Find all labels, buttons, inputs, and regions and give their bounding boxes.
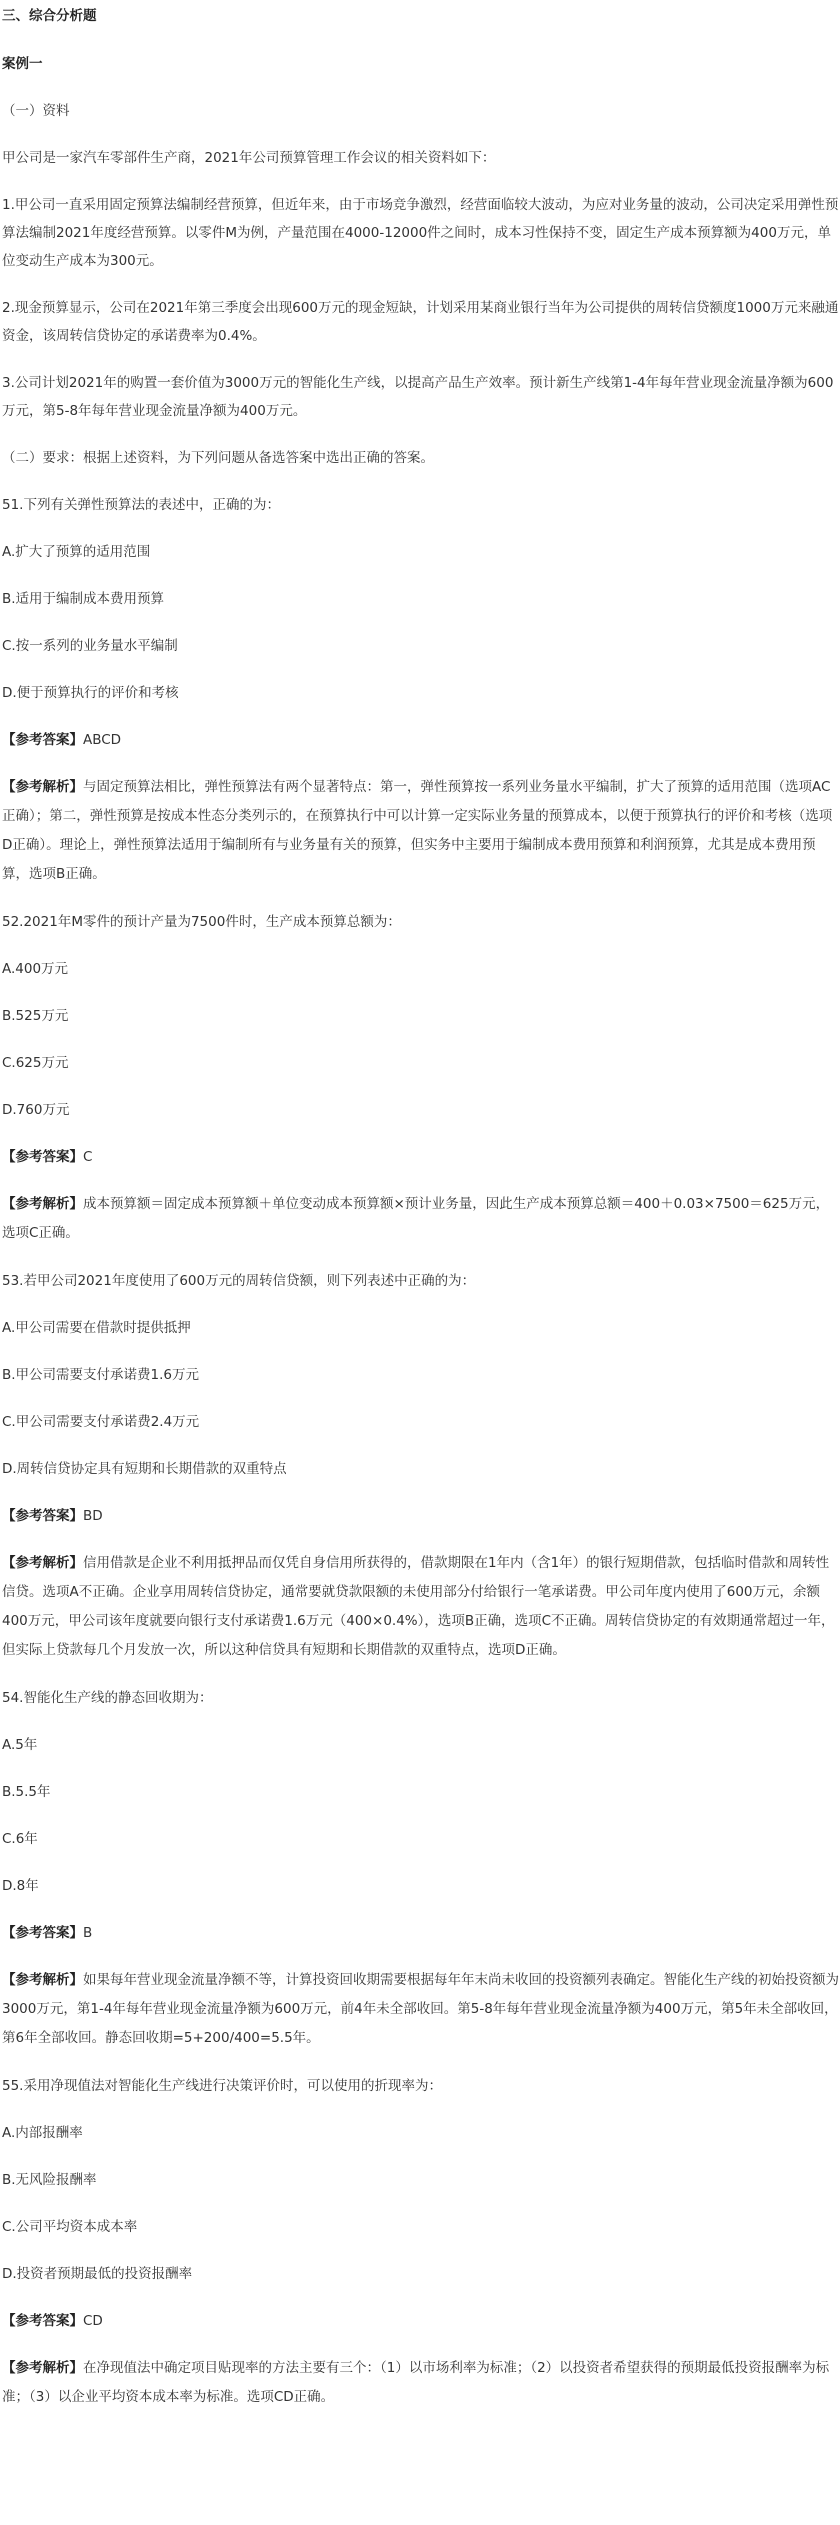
answer-tag: 【参考答案】 bbox=[2, 732, 83, 748]
option-a: A.400万元 bbox=[2, 961, 69, 977]
material-paragraph-3: 3.公司计划2021年的购置一套价值为3000万元的智能化生产线，以提高产品生产效率。预计新生产线第1-4年每年营业现金流量净额为600万元，第5-8年每年营业现金流量净额为400万元。 bbox=[2, 375, 834, 419]
analysis-text: 在净现值法中确定项目贴现率的方法主要有三个：（1）以市场利率为标准；（2）以投资者希望获得的预期最低投资报酬率为标准；（3）以企业平均资本成本率为标准。选项CD正确。 bbox=[2, 2360, 830, 2405]
option-b: B.5.5年 bbox=[2, 1784, 51, 1800]
answer-line bbox=[2, 726, 840, 754]
analysis-tag: 【参考解析】 bbox=[2, 779, 83, 795]
analysis-text: 与固定预算法相比，弹性预算法有两个显著特点：第一，弹性预算按一系列业务量水平编制，扩大了预算的适用范围（选项AC正确）；第二，弹性预算是按成本性态分类列示的，在预算执行中可以计算一定实际业务量的预算成本，以便于预算执行的评价和考核（选项D正确）。理论上，弹性预算法适用于编制所有与业务量有关的预算，但实务中主要用于编制成本费用预算和利润预算，尤其是成本费用预算，选项B正确。 bbox=[2, 779, 833, 882]
section-title: 三、综合分析题 bbox=[2, 8, 97, 24]
analysis-paragraph bbox=[2, 1966, 840, 2053]
option-c: C.公司平均资本成本率 bbox=[2, 2219, 138, 2235]
option-c: C.6年 bbox=[2, 1831, 38, 1847]
question-block bbox=[2, 2072, 840, 2412]
answer-tag: 【参考答案】 bbox=[2, 1508, 83, 1524]
question-block bbox=[2, 908, 840, 1248]
option-c: C.按一系列的业务量水平编制 bbox=[2, 638, 178, 654]
analysis-paragraph bbox=[2, 1549, 840, 1665]
question-stem: 51.下列有关弹性预算法的表述中，正确的为： bbox=[2, 497, 280, 513]
question-block bbox=[2, 1684, 840, 2053]
option-d: D.便于预算执行的评价和考核 bbox=[2, 685, 179, 701]
answer-line bbox=[2, 1502, 840, 1530]
question-stem: 55.采用净现值法对智能化生产线进行决策评价时，可以使用的折现率为： bbox=[2, 2078, 442, 2094]
answer-value: BD bbox=[83, 1508, 103, 1524]
analysis-text: 如果每年营业现金流量净额不等，计算投资回收期需要根据每年年末尚未收回的投资额列表确定。智能化生产线的初始投资额为3000万元，第1-4年每年营业现金流量净额为600万元，前4年未全部收回。第5-8年每年营业现金流量净额为400万元，第5年未全部收回，第6年全部收回。静态回收期=5+200/400=5.5年。 bbox=[2, 1972, 839, 2046]
answer-line bbox=[2, 1143, 840, 1171]
option-b: B.525万元 bbox=[2, 1008, 69, 1024]
option-a: A.内部报酬率 bbox=[2, 2125, 83, 2141]
option-d: D.投资者预期最低的投资报酬率 bbox=[2, 2266, 193, 2282]
material-paragraph-1: 1.甲公司一直采用固定预算法编制经营预算，但近年来，由于市场竞争激烈，经营面临较大波动，为应对业务量的波动，公司决定采用弹性预算法编制2021年度经营预算。以零件M为例，产量范围在4000-12000件之间时，成本习性保持不变，固定生产成本预算额为400万元，单位变动生产成本为300元。 bbox=[2, 197, 839, 269]
question-stem: 52.2021年M零件的预计产量为7500件时，生产成本预算总额为： bbox=[2, 914, 401, 930]
answer-tag: 【参考答案】 bbox=[2, 1925, 83, 1941]
materials-heading: （一）资料 bbox=[2, 103, 70, 119]
option-a: A.扩大了预算的适用范围 bbox=[2, 544, 151, 560]
case-title: 案例一 bbox=[2, 56, 43, 72]
analysis-text: 成本预算额＝固定成本预算额＋单位变动成本预算额×预计业务量，因此生产成本预算总额＝400＋0.03×7500＝625万元，选项C正确。 bbox=[2, 1196, 830, 1241]
option-d: D.周转信贷协定具有短期和长期借款的双重特点 bbox=[2, 1461, 287, 1477]
analysis-paragraph bbox=[2, 2354, 840, 2412]
option-c: C.625万元 bbox=[2, 1055, 69, 1071]
analysis-tag: 【参考解析】 bbox=[2, 1972, 83, 1988]
material-paragraph-2: 2.现金预算显示，公司在2021年第三季度会出现600万元的现金短缺，计划采用某商业银行当年为公司提供的周转信贷额度1000万元来融通资金，该周转信贷协定的承诺费率为0.4%。 bbox=[2, 300, 839, 344]
option-d: D.760万元 bbox=[2, 1102, 70, 1118]
answer-value: C bbox=[83, 1149, 93, 1165]
option-b: B.甲公司需要支付承诺费1.6万元 bbox=[2, 1367, 200, 1383]
question-block bbox=[2, 491, 840, 889]
analysis-paragraph bbox=[2, 1190, 840, 1248]
answer-value: CD bbox=[83, 2313, 103, 2329]
analysis-paragraph bbox=[2, 773, 840, 889]
answer-line bbox=[2, 1919, 840, 1947]
question-block bbox=[2, 1267, 840, 1665]
analysis-tag: 【参考解析】 bbox=[2, 1196, 83, 1212]
analysis-tag: 【参考解析】 bbox=[2, 2360, 83, 2376]
option-d: D.8年 bbox=[2, 1878, 39, 1894]
option-c: C.甲公司需要支付承诺费2.4万元 bbox=[2, 1414, 200, 1430]
requirement-paragraph: （二）要求：根据上述资料，为下列问题从备选答案中选出正确的答案。 bbox=[2, 450, 434, 466]
option-b: B.无风险报酬率 bbox=[2, 2172, 97, 2188]
question-stem: 53.若甲公司2021年度使用了600万元的周转信贷额，则下列表述中正确的为： bbox=[2, 1273, 476, 1289]
question-stem: 54.智能化生产线的静态回收期为： bbox=[2, 1690, 213, 1706]
answer-line bbox=[2, 2307, 840, 2335]
answer-tag: 【参考答案】 bbox=[2, 2313, 83, 2329]
analysis-tag: 【参考解析】 bbox=[2, 1555, 83, 1571]
answer-tag: 【参考答案】 bbox=[2, 1149, 83, 1165]
intro-paragraph: 甲公司是一家汽车零部件生产商，2021年公司预算管理工作会议的相关资料如下： bbox=[2, 150, 496, 166]
option-b: B.适用于编制成本费用预算 bbox=[2, 591, 165, 607]
answer-value: ABCD bbox=[83, 732, 122, 748]
analysis-text: 信用借款是企业不利用抵押品而仅凭自身信用所获得的，借款期限在1年内（含1年）的银行短期借款，包括临时借款和周转性信贷。选项A不正确。企业享用周转信贷协定，通常要就贷款限额的未使用部分付给银行一笔承诺费。甲公司年度内使用了600万元，余额400万元，甲公司该年度就要向银行支付承诺费1.6万元（400×0.4%），选项B正确，选项C不正确。周转信贷协定的有效期通常超过一年，但实际上贷款每几个月发放一次，所以这种信贷具有短期和长期借款的双重特点，选项D正确。 bbox=[2, 1555, 835, 1658]
option-a: A.甲公司需要在借款时提供抵押 bbox=[2, 1320, 191, 1336]
answer-value: B bbox=[83, 1925, 93, 1941]
option-a: A.5年 bbox=[2, 1737, 38, 1753]
